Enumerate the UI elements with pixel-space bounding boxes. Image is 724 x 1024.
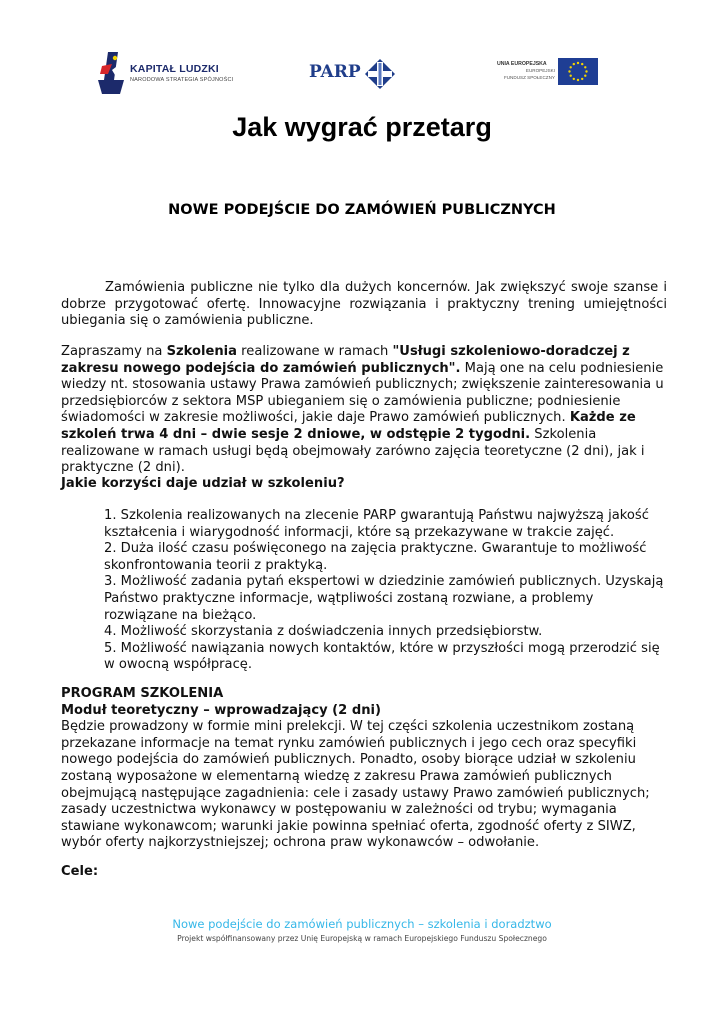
module-description: Będzie prowadzony w formie mini prelekcji. W tej części szkolenia uczestnikom zostaną przekazane informacje na temat rynku zamówień publicznych i jego cech oraz specyfiki nowego podejścia do zamówień publicznych. Ponadto, osoby biorące udział w szkoleniu zostaną wyposażone w elementarną wiedzę z zakresu Prawa zamówień publicznych obejmującą następujące zagadnienia: cele i zasady ustawy Prawo zamówień publicznych; zasady uczestnictwa wykonawcy w postępowaniu w zależności od trybu; wymagania stawiane wykonawcom; warunki jakie powinna spełniać oferta, zgodność oferty z SIWZ, wybór oferty najkorzystniejszej; ochrona praw wykonawców – odwołanie. bbox=[61, 719, 650, 851]
program-section bbox=[61, 686, 667, 852]
invite-text-1: Zapraszamy na bbox=[61, 344, 167, 359]
invite-text-4: Szkolenia realizowane w ramach usługi będą obejmowały zarówno zajęcia teoretyczne (2 dni), jak i praktyczne (2 dni). bbox=[61, 426, 645, 476]
goals-heading: Cele: bbox=[61, 864, 99, 879]
eu-label: UNIA EUROPEJSKA bbox=[497, 61, 547, 67]
benefits-list bbox=[104, 508, 664, 674]
eu-fund-label-2: FUNDUSZ SPOŁECZNY bbox=[503, 74, 555, 80]
eu-fund-label-1: EUROPEJSKI bbox=[525, 68, 555, 73]
intro-text: Zamówienia publiczne nie tylko dla dużych koncernów. Jak zwiększyć swoje szanse i dobrze przygotować ofertę. Innowacyjne rozwiązania i praktyczny trening umiejętności ubiegania się o zamówienia publiczne. bbox=[61, 280, 667, 329]
footer-funding-note: Projekt współfinansowany przez Unię Europejską w ramach Europejskiego Funduszu Społecznego bbox=[177, 934, 547, 943]
module-heading: Moduł teoretyczny – wprowadzający (2 dni) bbox=[61, 702, 381, 718]
document-title: Jak wygrać przetarg bbox=[232, 112, 492, 142]
invite-bold-1: Szkolenia bbox=[166, 344, 238, 359]
invite-text-2: realizowane w ramach bbox=[237, 344, 393, 359]
kapital-ludzki-logo bbox=[94, 50, 254, 96]
benefits-heading: Jakie korzyści daje udział w szkoleniu? bbox=[61, 476, 345, 491]
kapital-ludzki-name: KAPITAŁ LUDZKI bbox=[130, 63, 219, 75]
page-footer bbox=[0, 917, 724, 943]
footer-project-title: Nowe podejście do zamówień publicznych – szkolenia i doradztwo bbox=[172, 917, 552, 931]
invite-bold-2: "Usługi szkoleniowo-doradczej z zakresu nowego podejścia do zamówień publicznych". bbox=[61, 344, 630, 376]
kapital-ludzki-subtitle: NARODOWA STRATEGIA SPÓJNOŚCI bbox=[130, 77, 234, 83]
list-item: 4. Możliwość skorzystania z doświadczenia innych przedsiębiorstw. bbox=[104, 624, 543, 640]
program-heading: PROGRAM SZKOLENIA bbox=[61, 686, 224, 701]
parp-emblem-icon bbox=[364, 58, 396, 90]
parp-logo bbox=[309, 58, 399, 92]
kapital-ludzki-emblem-icon bbox=[94, 50, 128, 96]
invite-bold-3: Każde ze szkoleń trwa 4 dni – dwie sesje 2 dniowe, w odstępie 2 tygodni. bbox=[61, 410, 636, 442]
invitation-paragraph bbox=[61, 344, 667, 477]
list-item: 1. Szkolenia realizowanych na zlecenie PARP gwarantują Państwu najwyższą jakość kształcenia i wiarygodność informacji, które są przekazywane w trakcie zajęć. bbox=[104, 508, 649, 540]
list-item: 2. Duża ilość czasu poświęconego na zajęcia praktyczne. Gwarantuje to możliwość skonfrontowania teorii z praktyką. bbox=[104, 541, 647, 573]
list-item: 5. Możliwość nawiązania nowych kontaktów, które w przyszłości mogą przerodzić się w owocną współpracę. bbox=[104, 640, 660, 673]
intro-paragraph bbox=[61, 280, 667, 330]
eu-flag-icon bbox=[558, 58, 598, 85]
invite-text-3: Mają one na celu podniesienie wiedzy nt. stosowania ustawy Prawa zamówień publicznych; zwiększenie zainteresowania u przedsiębiorców z sektora MSP ubieganiem się o zamówienia publiczne; podniesienie świadomości w zakresie możliwości, jakie daje Prawo zamówień publicznych. bbox=[61, 360, 664, 426]
eu-logo bbox=[497, 58, 602, 88]
list-item: 3. Możliwość zadania pytań ekspertowi w dziedzinie zamówień publicznych. Uzyskają Państwo praktyczne informacje, wątpliwości zostaną rozwiane, a problemy rozwiązane na bieżąco. bbox=[104, 574, 664, 623]
header-logos bbox=[0, 48, 724, 98]
parp-wordmark: PARP bbox=[309, 62, 361, 82]
document-subtitle: NOWE PODEJŚCIE DO ZAMÓWIEŃ PUBLICZNYCH bbox=[168, 202, 556, 218]
